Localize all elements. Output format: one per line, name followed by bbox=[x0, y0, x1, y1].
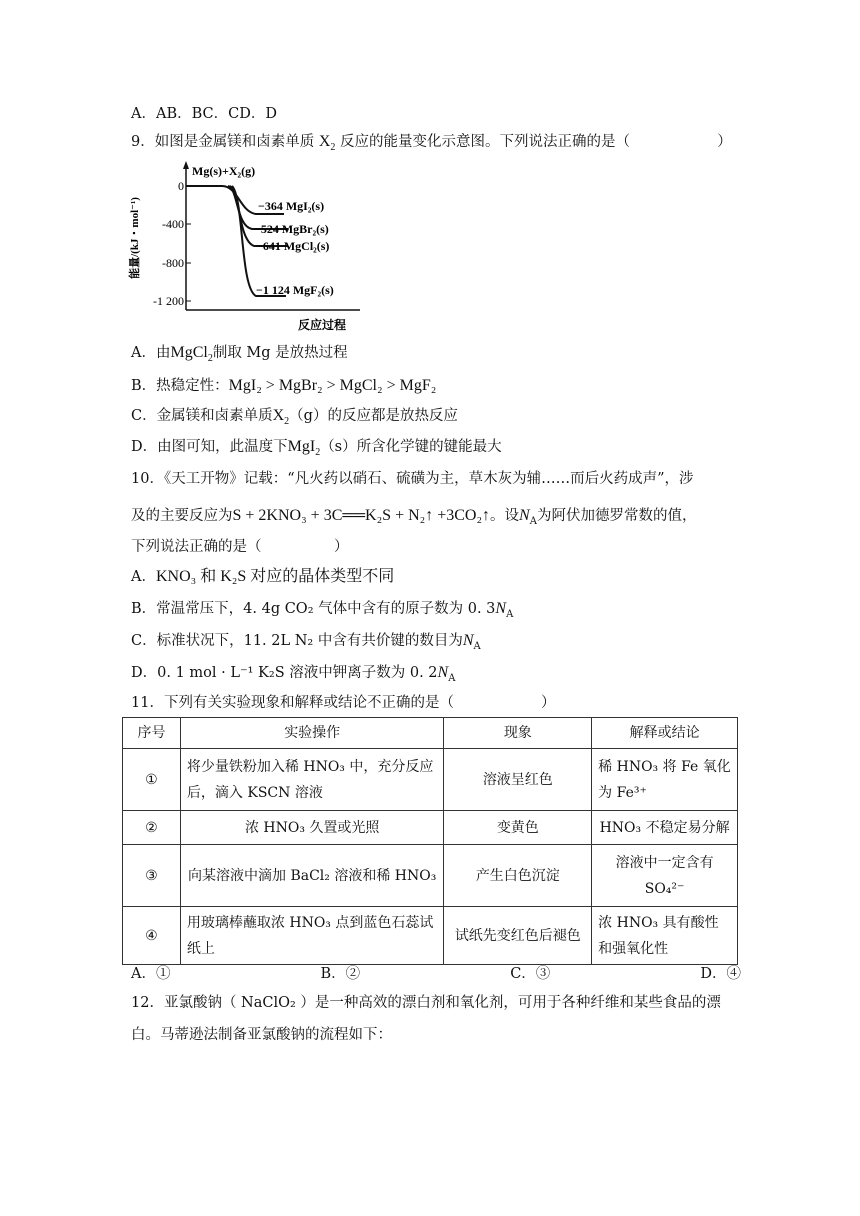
q10-option-d[interactable]: D．0. 1 mol · L⁻¹ K₂S 溶液中钾离子数为 0. $2N_A$ bbox=[131, 664, 456, 684]
row-conclusion: 浓 HNO₃ 具有酸性和强氧化性 bbox=[592, 907, 738, 965]
tick-label-1200: -1 200 bbox=[153, 294, 184, 308]
experiment-table bbox=[122, 717, 738, 965]
row-conclusion: HNO₃ 不稳定易分解 bbox=[592, 811, 738, 845]
row-phenomenon: 产生白色沉淀 bbox=[444, 845, 592, 907]
q11-stem: 11．下列有关实验现象和解释或结论不正确的是（ ） bbox=[131, 695, 556, 711]
table-header-row bbox=[123, 718, 738, 749]
label-mgbr2: −524 MgBr₂(s) bbox=[254, 222, 329, 236]
q9-stem-pre: 9．如图是金属镁和卤素单质 bbox=[131, 134, 315, 150]
row-phenomenon: 变黄色 bbox=[444, 811, 592, 845]
row-operation: 将少量铁粉加入稀 HNO₃ 中，充分反应后，滴入 KSCN 溶液 bbox=[180, 749, 444, 811]
q11-option-c[interactable]: C．③ bbox=[510, 966, 551, 982]
energy-diagram bbox=[128, 158, 368, 336]
q9-option-b[interactable]: B．热稳定性：MgI₂ > MgBr₂ > MgCl₂ > MgF₂ bbox=[131, 377, 437, 394]
q10-line-1: 10．《天工开物》记载：“凡火药以硝石、硫磺为主，草木灰为辅……而后火药成声”，涉 bbox=[131, 471, 694, 487]
q10-option-b[interactable]: B．常温常压下，4. 4g CO₂ 气体中含有的原子数为 0. $3N_A$ bbox=[131, 600, 514, 620]
label-mgf2: −1 124 MgF₂(s) bbox=[256, 283, 334, 297]
row-no: ③ bbox=[123, 845, 181, 907]
q11-option-b[interactable]: B．② bbox=[320, 966, 361, 982]
table-row bbox=[123, 845, 738, 907]
q9-stem-close: ） bbox=[717, 134, 732, 150]
y-axis-arrow bbox=[183, 161, 189, 169]
q12-line-2: 白。马蒂逊法制备亚氯酸钠的流程如下： bbox=[131, 1027, 392, 1043]
row-operation: 浓 HNO₃ 久置或光照 bbox=[180, 811, 444, 845]
q11-option-a[interactable]: A．① bbox=[131, 966, 171, 982]
q10-line-3: 下列说法正确的是（ ） bbox=[131, 539, 349, 555]
row-phenomenon: 溶液呈红色 bbox=[444, 749, 592, 811]
y-axis-label: 能量/(kJ・mol⁻¹) bbox=[129, 197, 141, 279]
q10-equation: S + 2KNO₃ + 3C══K₂S + N₂↑ +3CO₂↑ bbox=[232, 507, 491, 524]
row-no: ④ bbox=[123, 907, 181, 965]
tick-label-0: 0 bbox=[178, 179, 184, 193]
header-conclusion: 解释或结论 bbox=[592, 718, 738, 749]
header-no: 序号 bbox=[123, 718, 181, 749]
row-operation: 用玻璃棒蘸取浓 HNO₃ 点到蓝色石蕊试纸上 bbox=[180, 907, 444, 965]
q11-answer-options bbox=[131, 962, 741, 983]
q9-stem-post: 反应的能量变化示意图。下列说法正确的是（ bbox=[340, 134, 631, 150]
row-no: ① bbox=[123, 749, 181, 811]
q9-stem bbox=[131, 131, 732, 153]
start-state-label: Mg(s)+X₂(g) bbox=[192, 164, 256, 178]
table-row bbox=[123, 907, 738, 965]
q9-option-c[interactable]: C．金属镁和卤素单质$X_2(g)$的反应都是放热反应 bbox=[131, 407, 458, 428]
q9-stem-x: $X_2$ bbox=[318, 133, 336, 154]
row-conclusion: 稀 HNO₃ 将 Fe 氧化为 Fe³⁺ bbox=[592, 749, 738, 811]
table-row bbox=[123, 811, 738, 845]
tick-label-800: -800 bbox=[162, 256, 184, 270]
row-conclusion: 溶液中一定含有 SO₄²⁻ bbox=[592, 845, 738, 907]
row-operation: 向某溶液中滴加 BaCl₂ 溶液和稀 HNO₃ bbox=[180, 845, 444, 907]
q12-line-1: 12．亚氯酸钠（ NaClO₂ ）是一种高效的漂白剂和氧化剂，可用于各种纤维和某些食品的漂 bbox=[131, 995, 721, 1011]
row-no: ② bbox=[123, 811, 181, 845]
q9-option-d[interactable]: D．由图可知，此温度下MgI$_2$（s）所含化学键的键能最大 bbox=[131, 438, 502, 459]
curve-mgcl2 bbox=[230, 186, 288, 246]
q10-option-c[interactable]: C．标准状况下，11. 2L N₂ 中含有共价键的数目为$N_A$ bbox=[131, 632, 481, 652]
q8-answer-options: A．AB．BC．CD．D bbox=[131, 106, 277, 122]
q9-option-a[interactable]: A．由MgCl$_2$制取 Mg 是放热过程 bbox=[131, 344, 348, 365]
label-mgcl2: −641 MgCl₂(s) bbox=[256, 239, 330, 253]
row-phenomenon: 试纸先变红色后褪色 bbox=[444, 907, 592, 965]
header-phenomenon: 现象 bbox=[444, 718, 592, 749]
label-mgi2: −364 MgI₂(s) bbox=[258, 199, 325, 213]
q10-option-a[interactable]: A．KNO₃ 和 K₂S 对应的晶体类型不同 bbox=[131, 568, 395, 585]
x-axis-label: 反应过程 bbox=[297, 318, 347, 332]
table-row bbox=[123, 749, 738, 811]
q10-line-2: 及的主要反应为S + 2KNO₃ + 3C══K₂S + N₂↑ +3CO₂↑。设$N_A$为阿伏加德罗常数的值， bbox=[131, 507, 697, 527]
q11-option-d[interactable]: D．④ bbox=[700, 966, 741, 982]
tick-label-400: -400 bbox=[162, 217, 184, 231]
header-operation: 实验操作 bbox=[180, 718, 444, 749]
